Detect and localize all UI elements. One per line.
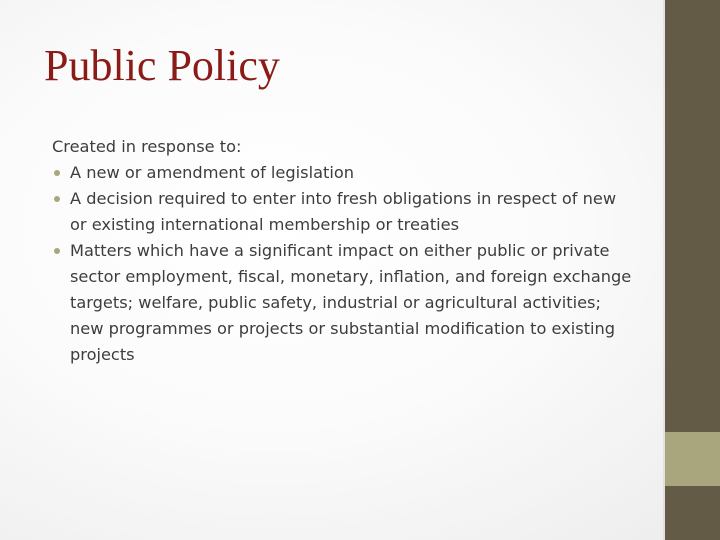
slide-body — [52, 134, 637, 368]
band-dark-top — [665, 0, 720, 432]
band-dark-bottom — [665, 486, 720, 540]
bullet-text: Matters which have a significant impact on either public or private sector employment, fiscal, monetary, inflation, and foreign exchange targets; welfare, public safety, industrial or agricultural activities; new programmes or projects or substantial modification to existing projects — [70, 241, 632, 364]
bullet-item — [52, 186, 637, 238]
side-decoration-band — [665, 0, 720, 540]
bullet-list — [52, 160, 637, 368]
bullet-text: A new or amendment of legislation — [70, 163, 355, 182]
bullet-item — [52, 238, 637, 368]
intro-text: Created in response to: — [52, 137, 242, 156]
band-light-accent — [665, 432, 720, 486]
bullet-dot-icon — [54, 170, 60, 176]
bullet-dot-icon — [54, 248, 60, 254]
bullet-dot-icon — [54, 196, 60, 202]
slide-title: Public Policy — [44, 41, 280, 90]
bullet-text: A decision required to enter into fresh obligations in respect of new or existing international membership or treaties — [70, 189, 617, 234]
bullet-item — [52, 160, 637, 186]
